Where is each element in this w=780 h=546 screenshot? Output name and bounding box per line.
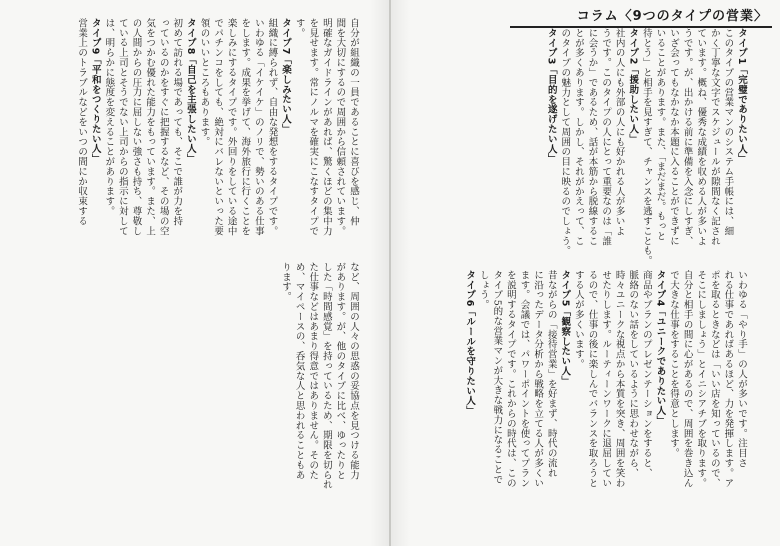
column-title: コラム〈9つのタイプの営業〉: [576, 9, 768, 24]
type-heading: タイプ2「援助したい人」: [627, 28, 639, 144]
type-heading: タイプ3「目的を遂げたい人」: [545, 28, 557, 164]
text-line: 時々ユニークな視点から本質を突き、周囲を笑わ: [613, 270, 625, 488]
text-line: 昔ながらの「接待営業」を好まず、時代の流れ: [545, 270, 557, 478]
text-line: 初めて訪れる場であっても、そこで誰が力を持: [171, 18, 183, 226]
text-line: るので、仕事の後に楽しんでバランスを取ろうと: [586, 270, 598, 488]
text-line: 気をつかむ優れた能力をもっています。また、上: [144, 18, 156, 236]
text-line: 社内の人にも外部の人にも好かれる人が多いよ: [613, 28, 625, 236]
text-line: せたりします。ルーティーンワークに退屈してい: [600, 270, 612, 488]
text-line: 明確なガイドラインがあれば、驚くほどの集中力: [320, 18, 332, 236]
text-line: に会うか」であるため、話が本筋から脱線するこ: [586, 28, 598, 246]
text-line: れる仕事であればあるほど、力を発揮します。ア: [722, 270, 734, 488]
type-heading: タイプ8「自己を主張したい人」: [184, 18, 196, 164]
text-line: っているのかをすぐに把握するなど、その場の空: [157, 18, 169, 236]
text-block-top-left: [75, 18, 360, 236]
text-line: 待とう」と相手を見すぎて、チャンスを逃すことも。: [640, 28, 652, 266]
text-line: め、マイペースの、呑気な人と思われることもあ: [293, 262, 305, 480]
text-line: す。: [293, 18, 305, 38]
text-line: しょう。: [477, 270, 489, 310]
type-heading: タイプ7「楽しみたい人」: [280, 18, 292, 134]
text-block-top-right: [544, 28, 748, 266]
text-line: ります。: [280, 262, 292, 302]
type-heading: タイプ5「観察したい人」: [559, 270, 571, 386]
type-heading: タイプ4「ユニークでありたい人」: [654, 270, 666, 426]
text-line: で大きな仕事をすることを得意とします。: [668, 270, 680, 459]
text-line: かく丁寧な文字でスケジュールが隙間なく記され: [708, 28, 720, 246]
text-line: 間を大切にするので周囲から信頼されています。: [334, 18, 346, 236]
text-line: 楽しみにするタイプです。外回りをしている途中: [225, 18, 237, 236]
text-line: ている上司とそうでない上司からの指示に対して: [116, 18, 128, 236]
text-line: 脈絡のない話をしているように思わせながら、: [627, 270, 639, 478]
text-block-bottom-right: [463, 270, 748, 488]
text-line: 領のいいところもあります。: [198, 18, 210, 147]
text-line: など、周囲の人々の思惑の妥協点を見つける能力: [348, 262, 359, 480]
text-line: いわゆる「イケイケ」のノリで、勢いのある仕事: [252, 18, 264, 236]
text-line: のタイプの魅力として周囲の目に映るのでしょう。: [559, 28, 571, 256]
text-line: いることがあります。また、「まだまだ。もっと: [654, 28, 666, 242]
text-line: 自分と相手の間に心があるので、周囲を巻き込ん: [681, 270, 693, 488]
column-header: [510, 4, 772, 28]
text-line: を説明するタイプです。これからの時代は、この: [504, 270, 516, 488]
text-line: の人間からの圧力に屈しない強さも持ち、尊敬し: [130, 18, 142, 236]
text-line: タイプ5的な営業マンが大きな戦力になることで: [491, 270, 503, 485]
text-block-bottom-left: [278, 262, 360, 490]
text-line: いわゆる「やり手」の人が多いです。注目さ: [736, 270, 747, 468]
text-line: 自分が組織の一員であることに喜びを感じ、仲: [348, 18, 359, 226]
type-heading: タイプ9「平和をつくりたい人」: [89, 18, 101, 164]
text-line: ます。会議では、パワーポイントを使ってプラン: [518, 270, 530, 488]
text-line: は、明らかに態度を変えることがあります。: [103, 18, 115, 216]
text-line: した「時間感覚」を持っているため、期限を切られ: [320, 262, 332, 490]
text-line: うです。が、出かける前に準備を入念にしすぎ、: [681, 28, 693, 246]
text-line: とが多くあります。しかし、それがかえって、こ: [572, 28, 584, 246]
text-line: ポを取るときなどは「いい店を知っているので、: [708, 270, 720, 488]
text-line: た仕事などはあまり得意ではありません。そのた: [307, 262, 319, 480]
text-line: そこにしましょう」とイニシアチブを取ります。: [695, 270, 707, 488]
text-line: を見せます。常にノルマを確実にこなすタイプで: [307, 18, 319, 236]
text-line: する人が多くいます。: [572, 270, 584, 369]
text-line: に沿ったデータ分析から戦略を立てる人が多くい: [532, 270, 544, 488]
text-line: があります。が、他のタイプに比べ、ゆったりと: [334, 262, 346, 480]
text-line: いざ会ってもなかなか本題に入ることができずに: [668, 28, 680, 246]
text-line: 営業上のトラブルなどをいつの間にか収束する: [76, 18, 88, 226]
text-line: 組織に縛られず、自由な発想をするタイプです。: [266, 18, 278, 236]
type-heading: タイプ6「ルールを守りたい人」: [464, 270, 476, 416]
text-line: 商品やプランのプレゼンテーションをすると、: [640, 270, 652, 478]
text-line: をします。成果を挙げて、海外旅行に行くことを: [239, 18, 251, 236]
text-line: うです。このタイプの人にとって重要なのは「誰: [600, 28, 612, 246]
book-spine: [389, 0, 391, 546]
text-line: このタイプの営業マンのシステム手帳には、細: [722, 28, 734, 236]
type-heading: タイプ1「完璧でありたい人」: [736, 28, 747, 164]
text-line: ています。概ね、優秀な成績を収める人が多いよ: [695, 28, 707, 246]
text-line: でパチンコをしても、絶対にバレないといった要: [212, 18, 224, 236]
